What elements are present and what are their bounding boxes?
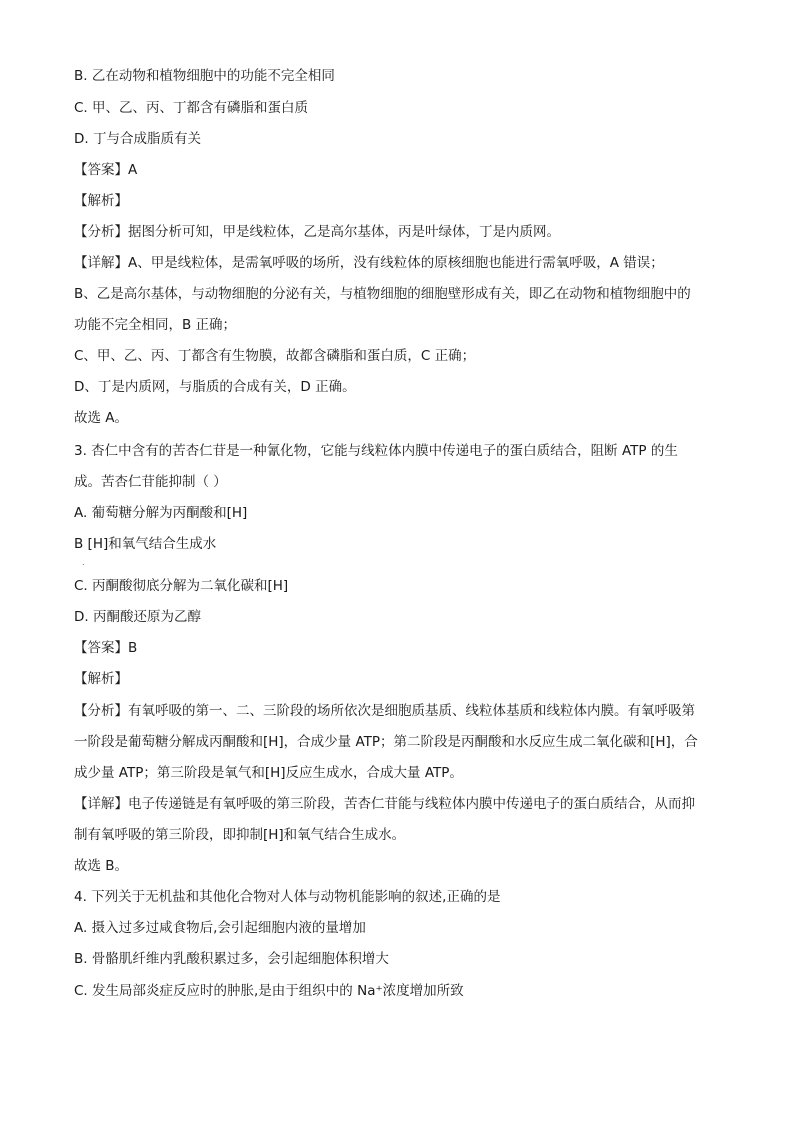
option-a-q3: A. 葡萄糖分解为丙酮酸和[H] <box>74 505 248 521</box>
answer-q3: 【答案】B <box>74 640 138 656</box>
answer-q2: 【答案】A <box>74 162 138 178</box>
option-d-q3: D. 丙酮酸还原为乙醇 <box>74 609 201 625</box>
detail-c-q2: C、甲、乙、丙、丁都含有生物膜，故都含磷脂和蛋白质，C 正确； <box>74 348 476 364</box>
detail-b-q2-line2: 功能不完全相同，B 正确； <box>74 317 237 333</box>
option-c-q2: C. 甲、乙、丙、丁都含有磷脂和蛋白质 <box>74 100 309 116</box>
analysis-q3-line2: 一阶段是葡萄糖分解成丙酮酸和[H]，合成少量 ATP；第二阶段是丙酮酸和水反应生成二氧化碳和[H]，合 <box>74 734 698 750</box>
option-c-q3: C. 丙酮酸彻底分解为二氧化碳和[H] <box>74 578 289 594</box>
choice-q2: 故选 A。 <box>74 410 129 426</box>
detail-q3-line2: 制有氧呼吸的第三阶段，即抑制[H]和氧气结合生成水。 <box>74 827 406 843</box>
analysis-q3-line1: 【分析】有氧呼吸的第一、二、三阶段的场所依次是细胞质基质、线粒体基质和线粒体内膜。有氧呼吸第 <box>74 703 695 719</box>
choice-q3: 故选 B。 <box>74 858 129 874</box>
analysis-heading-q2: 【解析】 <box>74 193 128 209</box>
question-4: 4. 下列关于无机盐和其他化合物对人体与动物机能影响的叙述,正确的是 <box>74 889 501 905</box>
option-b-q4: B. 骨骼肌纤维内乳酸积累过多，会引起细胞体积增大 <box>74 951 389 967</box>
detail-a-q2: 【详解】A、甲是线粒体，是需氧呼吸的场所，没有线粒体的原核细胞也能进行需氧呼吸，A 错误； <box>74 255 664 271</box>
detail-q3-line1: 【详解】电子传递链是有氧呼吸的第三阶段，苦杏仁苷能与线粒体内膜中传递电子的蛋白质结合，从而抑 <box>74 796 695 812</box>
analysis-heading-q3: 【解析】 <box>74 671 128 687</box>
option-d-q2: D. 丁与合成脂质有关 <box>74 131 201 147</box>
stray-dot: . <box>82 558 85 567</box>
question-3-line2: 成。苦杏仁苷能抑制（ ） <box>74 474 227 490</box>
question-3-line1: 3. 杏仁中含有的苦杏仁苷是一种氰化物，它能与线粒体内膜中传递电子的蛋白质结合，阻断 ATP 的生 <box>74 443 678 459</box>
analysis-q3-line3: 成少量 ATP；第三阶段是氧气和[H]反应生成水，合成大量 ATP。 <box>74 765 463 781</box>
option-b-q3: B [H]和氧气结合生成水 <box>74 536 217 552</box>
option-c-q4: C. 发生局部炎症反应时的肿胀,是由于组织中的 Na⁺浓度增加所致 <box>74 983 464 999</box>
option-b-q2: B. 乙在动物和植物细胞中的功能不完全相同 <box>74 68 335 84</box>
analysis-q2: 【分析】据图分析可知，甲是线粒体，乙是高尔基体，丙是叶绿体，丁是内质网。 <box>74 224 560 240</box>
option-a-q4: A. 摄入过多过咸食物后,会引起细胞内液的量增加 <box>74 920 366 936</box>
detail-d-q2: D、丁是内质网，与脂质的合成有关，D 正确。 <box>74 379 356 395</box>
detail-b-q2-line1: B、乙是高尔基体，与动物细胞的分泌有关，与植物细胞的细胞壁形成有关，即乙在动物和植物细胞中的 <box>74 286 691 302</box>
